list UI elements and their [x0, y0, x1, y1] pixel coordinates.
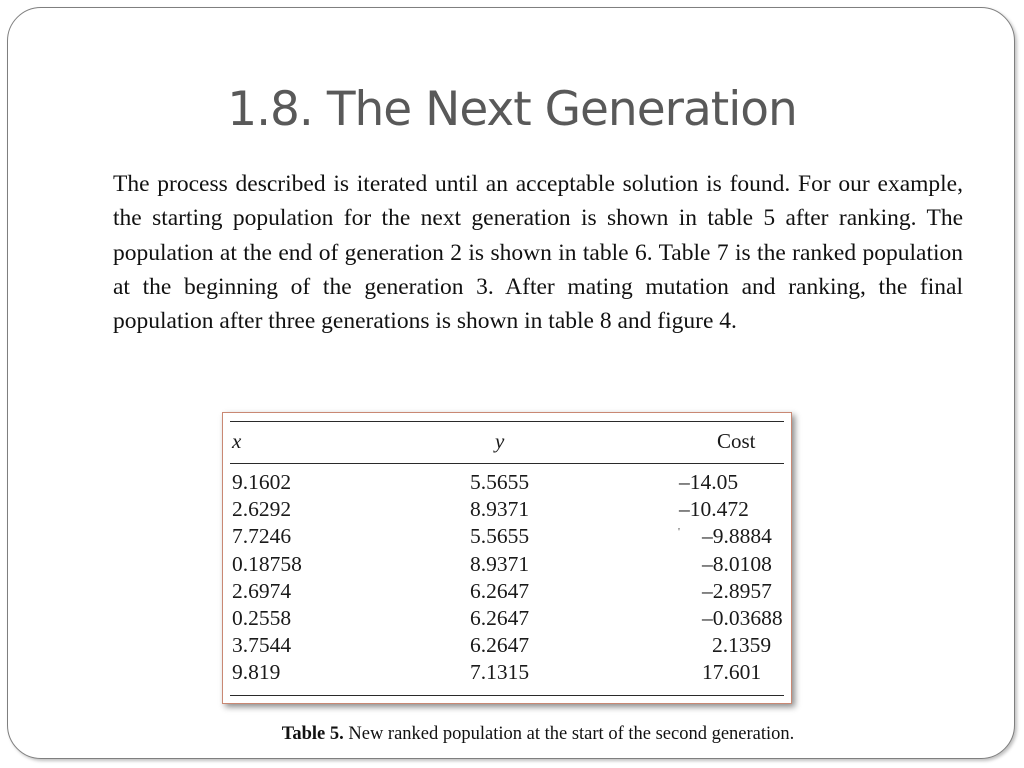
- cell-cost: –14.05: [679, 470, 739, 494]
- table-image: [222, 412, 792, 704]
- cell-cost: –10.472: [679, 497, 749, 522]
- cell-cost: –9.8884: [702, 524, 772, 549]
- body-paragraph: The process described is iterated until an acceptable solution is found. For our example, the starting population for the next generation is shown in table 5 after ranking. The population at the end of generation 2 is shown in table 6. Table 7 is the ranked population at the beginning of the generation 3. After mating mutation and ranking, the final population after three generations is shown in table 8 and figure 4.: [113, 171, 963, 335]
- table-header-rule: [230, 463, 784, 464]
- cell-cost: 2.1359: [712, 633, 772, 658]
- cell-x: 2.6974: [232, 578, 292, 603]
- cell-cost: –2.8957: [702, 578, 772, 603]
- table-bottom-rule: [230, 695, 784, 696]
- cell-y: 7.1315: [470, 660, 530, 685]
- cell-y: 6.2647: [470, 633, 530, 658]
- cell-y: 8.9371: [470, 551, 530, 576]
- cell-y: 5.5655: [470, 470, 530, 494]
- cell-x: 2.6292: [232, 497, 292, 522]
- cell-x: 9.819: [232, 660, 281, 685]
- cell-y: 6.2647: [470, 606, 530, 630]
- cell-x: 9.1602: [232, 470, 292, 494]
- cell-cost: –8.0108: [702, 551, 772, 576]
- scan-artifact-mark: ': [678, 526, 680, 538]
- cell-y: 5.5655: [470, 524, 530, 549]
- header-x: x: [232, 429, 242, 453]
- header-y: y: [495, 429, 505, 453]
- table-caption: [0, 724, 1024, 745]
- cell-x: 0.18758: [232, 551, 302, 576]
- cell-x: 0.2558: [232, 606, 292, 630]
- caption-label: Table 5.: [281, 724, 344, 744]
- header-cost: Cost: [717, 429, 756, 453]
- cell-cost: 17.601: [702, 660, 762, 685]
- cell-x: 7.7246: [232, 524, 292, 549]
- cell-y: 8.9371: [470, 497, 530, 522]
- caption-text: New ranked population at the start of the second generation.: [343, 724, 795, 744]
- table-top-rule: [230, 421, 784, 422]
- slide-title: 1.8. The Next Generation: [227, 82, 797, 137]
- cell-x: 3.7544: [232, 633, 292, 658]
- cell-cost: –0.03688: [702, 606, 783, 630]
- cell-y: 6.2647: [470, 578, 530, 603]
